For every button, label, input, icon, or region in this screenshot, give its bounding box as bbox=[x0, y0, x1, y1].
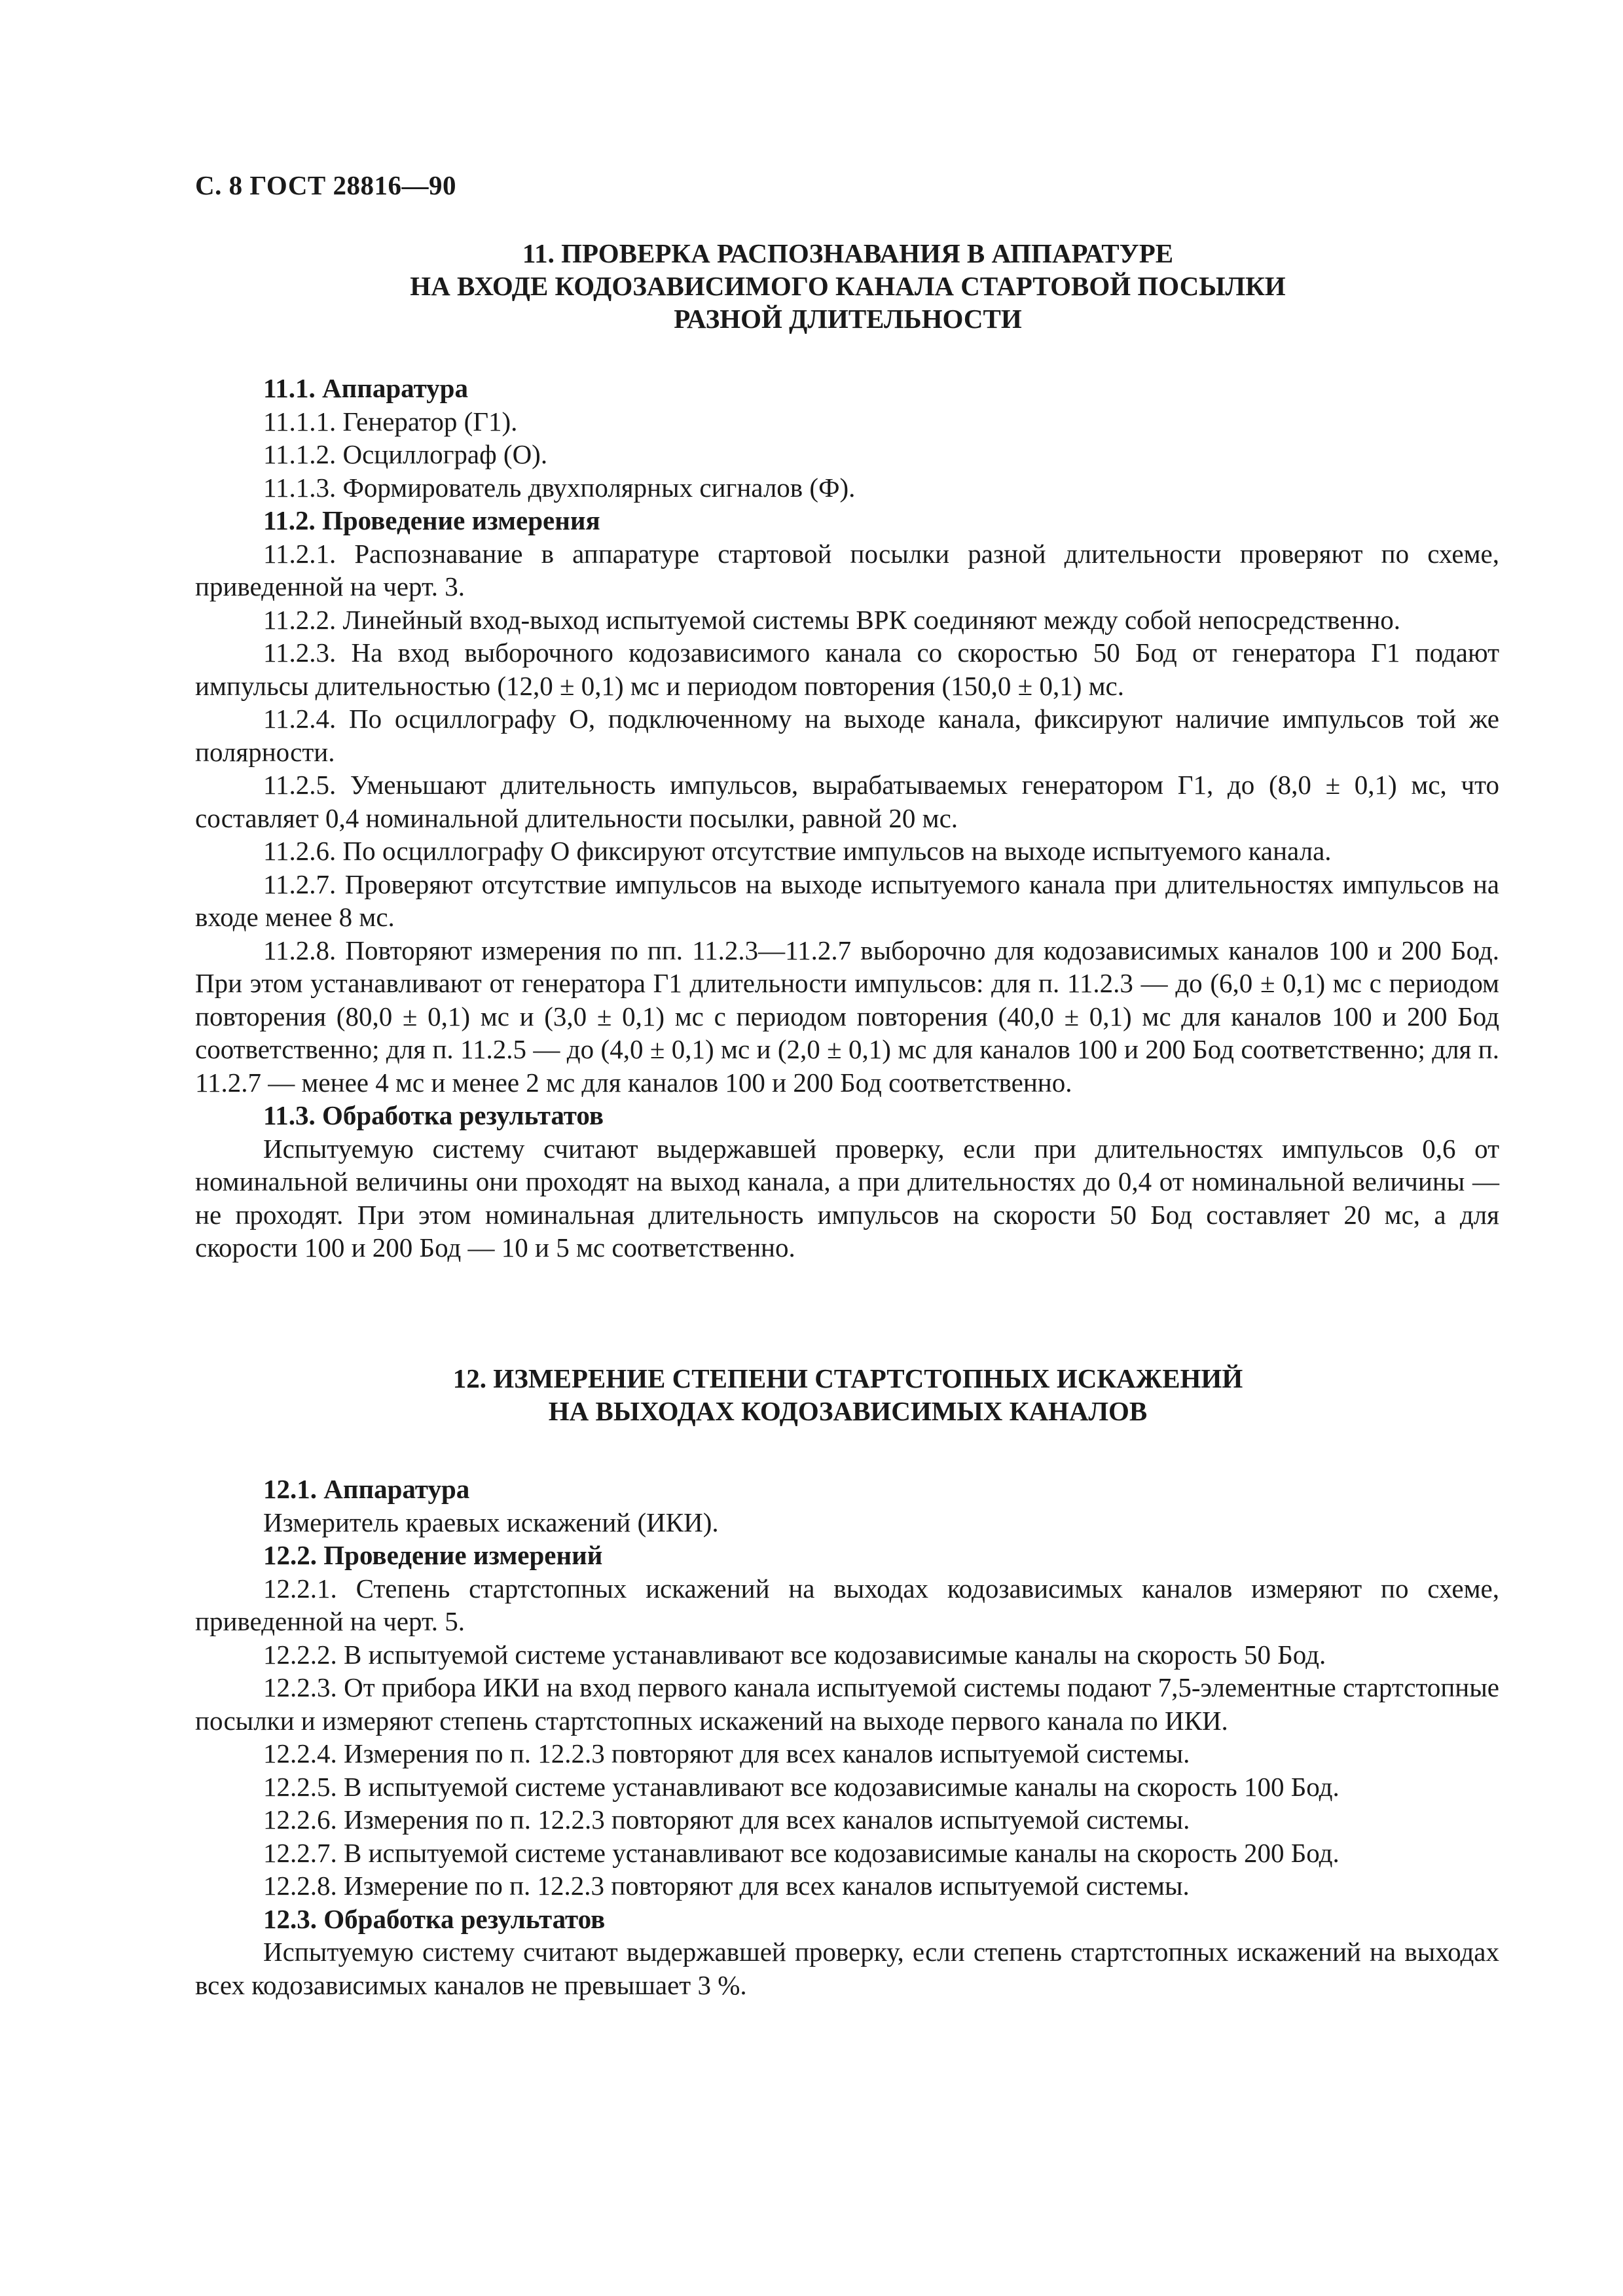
procedure-paragraph: 11.2.5. Уменьшают длительность импульсов, вырабатываемых генератором Г1, до (8,0 ± 0,1) мс, что составляет 0,4 номинальной длительности посылки, равной 20 мс. bbox=[195, 770, 1499, 833]
procedure-paragraph: 11.2.8. Повторяют измерения по пп. 11.2.3—11.2.7 выборочно для кодозависимых каналов 100 и 200 Бод. При этом устанавливают от генератора Г1 длительности импульсов: для п. 11.2.3 — до (6,0 ± 0,1) мс с периодом повторения (80,0 ± 0,1) мс и (3,0 ± 0,1) мс с периодом повторения (40,0 ± 0,1) мс для каналов 100 и 200 Бод соответственно; для п. 11.2.5 — до (4,0 ± 0,1) мс и (2,0 ± 0,1) мс для каналов 100 и 200 Бод соответственно; для п. 11.2.7 — менее 4 мс и менее 2 мс для каналов 100 и 200 Бод соответственно. bbox=[195, 935, 1499, 1098]
apparatus-item: Измеритель краевых искажений (ИКИ). bbox=[263, 1507, 719, 1537]
section-12-body bbox=[195, 1473, 1499, 2001]
subsection-heading-11-1: 11.1. Аппаратура bbox=[263, 373, 468, 403]
subsection-heading-11-2: 11.2. Проведение измерения bbox=[263, 505, 600, 535]
procedure-paragraph: 11.2.1. Распознавание в аппаратуре стартовой посылки разной длительности проверяют по схеме, приведенной на черт. 3. bbox=[195, 538, 1499, 601]
apparatus-item: 11.1.3. Формирователь двухполярных сигналов (Ф). bbox=[263, 472, 856, 503]
subsection-heading-12-1: 12.1. Аппаратура bbox=[263, 1474, 470, 1504]
subsection-heading-11-3: 11.3. Обработка результатов bbox=[263, 1100, 604, 1130]
procedure-paragraph: 12.2.6. Измерения по п. 12.2.3 повторяют для всех каналов испытуемой системы. bbox=[263, 1804, 1190, 1835]
running-head: С. 8 ГОСТ 28816—90 bbox=[195, 170, 457, 200]
procedure-paragraph: 12.2.7. В испытуемой системе устанавливают все кодозависимые каналы на скорость 200 Бод. bbox=[263, 1837, 1340, 1868]
subsection-heading-12-3: 12.3. Обработка результатов bbox=[263, 1903, 606, 1934]
section-12-title bbox=[195, 1362, 1501, 1427]
procedure-paragraph: 12.2.1. Степень стартстопных искажений на выходах кодозависимых каналов измеряют по схеме, приведенной на черт. 5. bbox=[195, 1573, 1499, 1636]
apparatus-item: 11.1.1. Генератор (Г1). bbox=[263, 406, 518, 437]
procedure-paragraph: 11.2.4. По осциллографу О, подключенному на выходе канала, фиксируют наличие импульсов той же полярности. bbox=[195, 704, 1499, 767]
procedure-paragraph: 11.2.2. Линейный вход-выход испытуемой системы ВРК соединяют между собой непосредственно. bbox=[263, 604, 1401, 635]
procedure-paragraph: 12.2.4. Измерения по п. 12.2.3 повторяют для всех каналов испытуемой системы. bbox=[263, 1738, 1190, 1768]
procedure-paragraph: 11.2.7. Проверяют отсутствие импульсов на выходе испытуемого канала при длительностях импульсов на входе менее 8 мс. bbox=[195, 869, 1499, 932]
results-paragraph: Испытуемую систему считают выдержавшей проверку, если степень стартстопных искажений на выходах всех кодозависимых каналов не превышает 3 %. bbox=[195, 1937, 1499, 2000]
procedure-paragraph: 11.2.6. По осциллографу О фиксируют отсутствие импульсов на выходе испытуемого канала. bbox=[263, 836, 1332, 866]
procedure-paragraph: 12.2.8. Измерение по п. 12.2.3 повторяют для всех каналов испытуемой системы. bbox=[263, 1871, 1190, 1901]
apparatus-item: 11.1.2. Осциллограф (О). bbox=[263, 439, 548, 469]
section-11-title-line: НА ВХОДЕ КОДОЗАВИСИМОГО КАНАЛА СТАРТОВОЙ ПОСЫЛКИ bbox=[410, 271, 1286, 301]
procedure-paragraph: 11.2.3. На вход выборочного кодозависимого канала со скоростью 50 Бод от генератора Г1 подают импульсы длительностью (12,0 ± 0,1) мс и периодом повторения (150,0 ± 0,1) мс. bbox=[195, 637, 1499, 701]
procedure-paragraph: 12.2.3. От прибора ИКИ на вход первого канала испытуемой системы подают 7,5-элементные стартстопные посылки и измеряют степень стартстопных искажений на выходе первого канала по ИКИ. bbox=[195, 1672, 1499, 1736]
section-11-body bbox=[195, 372, 1499, 1265]
section-11-title bbox=[195, 237, 1501, 335]
section-12-title-line: НА ВЫХОДАХ КОДОЗАВИСИМЫХ КАНАЛОВ bbox=[548, 1396, 1148, 1426]
subsection-heading-12-2: 12.2. Проведение измерений bbox=[263, 1540, 603, 1570]
section-12-title-line: 12. ИЗМЕРЕНИЕ СТЕПЕНИ СТАРТСТОПНЫХ ИСКАЖЕНИЙ bbox=[452, 1363, 1243, 1393]
section-11-title-line: 11. ПРОВЕРКА РАСПОЗНАВАНИЯ В АППАРАТУРЕ bbox=[522, 238, 1174, 268]
results-paragraph: Испытуемую систему считают выдержавшей проверку, если при длительностях импульсов 0,6 от номинальной величины они проходят на выход канала, а при длительностях до 0,4 от номинальной величины — не проходят. При этом номинальная длительность импульсов на скорости 50 Бод составляет 20 мс, а для скорости 100 и 200 Бод — 10 и 5 мс соответственно. bbox=[195, 1133, 1499, 1263]
procedure-paragraph: 12.2.2. В испытуемой системе устанавливают все кодозависимые каналы на скорость 50 Бод. bbox=[263, 1639, 1326, 1670]
section-11-title-line: РАЗНОЙ ДЛИТЕЛЬНОСТИ bbox=[674, 304, 1022, 334]
procedure-paragraph: 12.2.5. В испытуемой системе устанавливают все кодозависимые каналы на скорость 100 Бод. bbox=[263, 1771, 1340, 1802]
